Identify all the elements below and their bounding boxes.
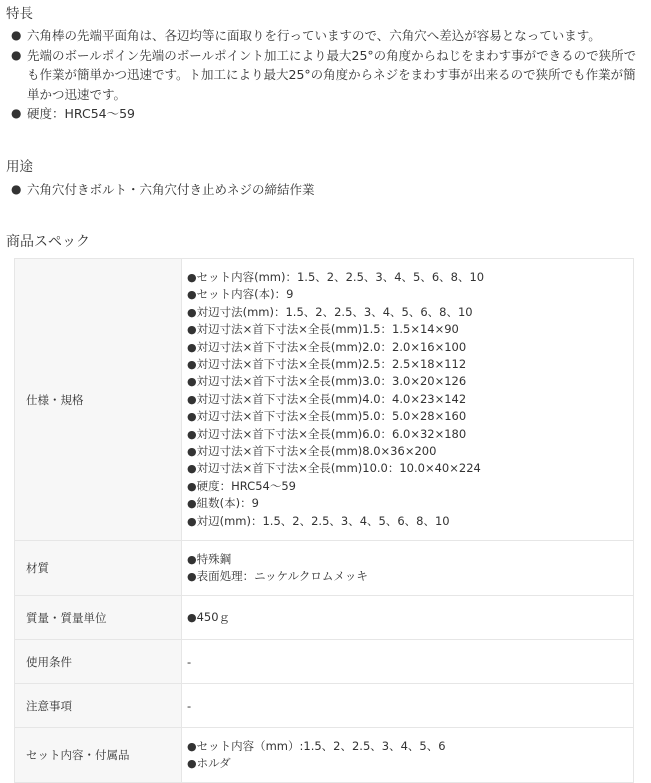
- spec-value-line: ● 組数(本)：9: [187, 495, 632, 512]
- spec-label: 仕様・規格: [15, 259, 182, 541]
- spec-value-line: ● 対辺寸法×首下寸法×全長(mm)3.0：3.0×20×126: [187, 373, 632, 390]
- spec-value: [182, 728, 634, 783]
- spec-value-line: ● 対辺寸法×首下寸法×全長(mm)10.0：10.0×40×224: [187, 460, 632, 477]
- spec-value-line: ● ホルダ: [187, 755, 632, 772]
- spec-heading: 商品スペック: [6, 234, 90, 250]
- spec-label: 材質: [15, 541, 182, 596]
- spec-value: [182, 259, 634, 541]
- spec-value-line: ● 対辺寸法×首下寸法×全長(mm)6.0：6.0×32×180: [187, 426, 632, 443]
- features-heading: 特長: [6, 6, 33, 22]
- spec-row-weight: [15, 596, 634, 640]
- spec-label: 注意事項: [15, 684, 182, 728]
- spec-value-line: ● 対辺寸法×首下寸法×全長(mm)2.0：2.0×16×100: [187, 339, 632, 356]
- spec-value-line: ● 対辺寸法×首下寸法×全長(mm)1.5：1.5×14×90: [187, 321, 632, 338]
- spec-value-line: ● 対辺寸法×首下寸法×全長(mm)5.0：5.0×28×160: [187, 408, 632, 425]
- spec-value-line: ● セット内容（mm）:1.5、2、2.5、3、4、5、6: [187, 738, 632, 755]
- spec-value-line: ● 対辺寸法(mm)：1.5、2、2.5、3、4、5、6、8、10: [187, 304, 632, 321]
- spec-row-set-contents: [15, 728, 634, 783]
- spec-value-line: ● 特殊鋼: [187, 551, 632, 568]
- spec-value-line: ● 対辺寸法×首下寸法×全長(mm)4.0：4.0×23×142: [187, 391, 632, 408]
- spec-value: [182, 596, 634, 640]
- spec-value-line: ● 表面処理：ニッケルクロムメッキ: [187, 568, 632, 585]
- spec-value-line: ● 450ｇ: [187, 609, 632, 626]
- spec-value: -: [182, 684, 634, 728]
- spec-value-line: ● 硬度：HRC54～59: [187, 478, 632, 495]
- spec-row-material: [15, 541, 634, 596]
- spec-label: セット内容・付属品: [15, 728, 182, 783]
- spec-value-line: ● セット内容(mm)：1.5、2、2.5、3、4、5、6、8、10: [187, 269, 632, 286]
- feature-item-2: ● 先端のボールポイン先端のボールポイント加工により最大25°の角度からねじをまわす事ができるので狭所でも作業が簡単かつ迅速です。ト加工により最大25°の角度からネジをまわす事が出来るので狭所でも作業が簡単かつ迅速です。: [11, 46, 639, 105]
- usage-list: [11, 180, 315, 200]
- usage-heading: 用途: [6, 159, 33, 175]
- spec-row-usage-conditions: [15, 640, 634, 684]
- spec-label: 質量・質量単位: [15, 596, 182, 640]
- spec-value: -: [182, 640, 634, 684]
- spec-value-line: ● 対辺寸法×首下寸法×全長(mm)8.0×36×200: [187, 443, 632, 460]
- spec-row-specifications: [15, 259, 634, 541]
- spec-row-notes: [15, 684, 634, 728]
- usage-item: ● 六角穴付きボルト・六角穴付き止めネジの締結作業: [11, 180, 315, 200]
- spec-value: [182, 541, 634, 596]
- features-list: [11, 26, 639, 124]
- spec-table: [14, 258, 634, 783]
- spec-value-line: ● セット内容(本)：9: [187, 286, 632, 303]
- spec-label: 使用条件: [15, 640, 182, 684]
- spec-value-line: ● 対辺(mm)：1.5、2、2.5、3、4、5、6、8、10: [187, 513, 632, 530]
- feature-item-3: ● 硬度：HRC54～59: [11, 104, 639, 124]
- feature-item-1: ● 六角棒の先端平面角は、各辺均等に面取りを行っていますので、六角穴へ差込が容易となっています。: [11, 26, 639, 46]
- spec-value-line: ● 対辺寸法×首下寸法×全長(mm)2.5：2.5×18×112: [187, 356, 632, 373]
